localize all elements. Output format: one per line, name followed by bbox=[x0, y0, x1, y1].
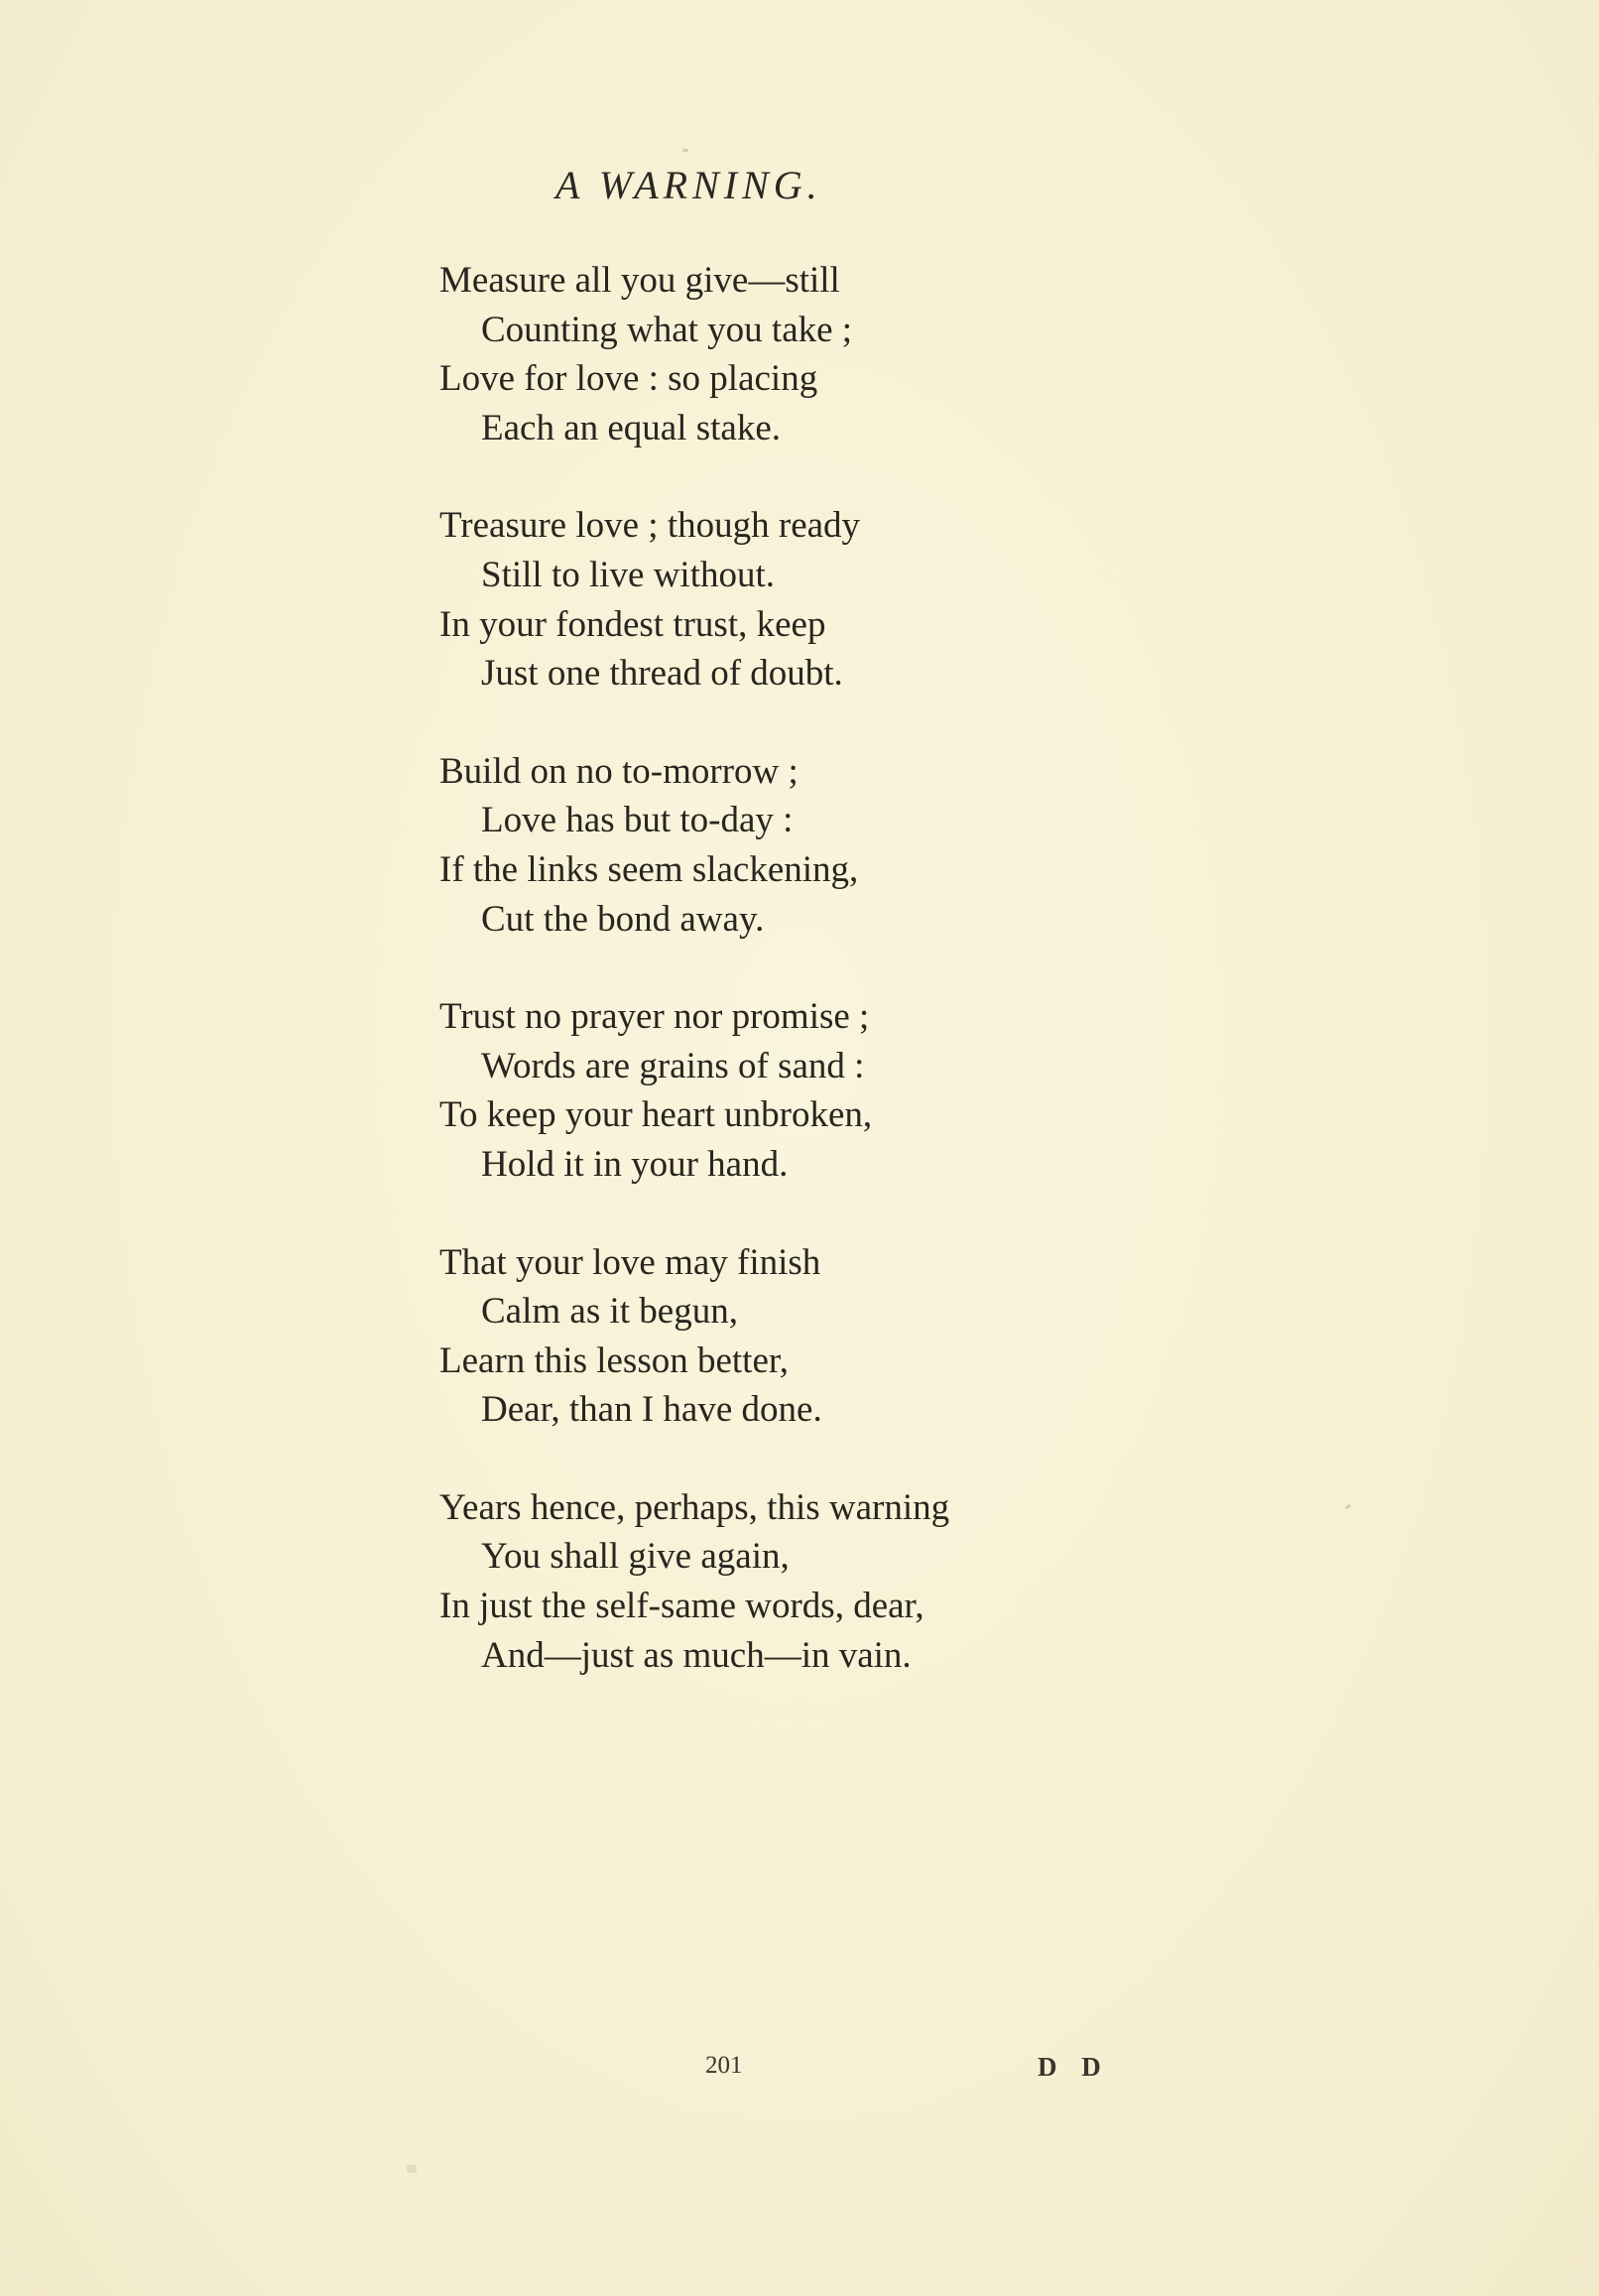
paper-speck bbox=[1345, 1504, 1352, 1510]
poem-line: That your love may finish bbox=[439, 1241, 821, 1283]
poem-line: Measure all you give—still bbox=[439, 260, 840, 301]
poem-line: In your fondest trust, keep bbox=[439, 603, 826, 645]
stanza bbox=[439, 256, 1233, 452]
poem-line: Love for love : so placing bbox=[439, 358, 818, 400]
poem-line: Just one thread of doubt. bbox=[481, 653, 843, 695]
poem-line: Trust no prayer nor promise ; bbox=[439, 996, 870, 1038]
poem-line: You shall give again, bbox=[481, 1536, 790, 1578]
poem-line: Cut the bond away. bbox=[481, 898, 765, 940]
poem-title: A WARNING. bbox=[555, 163, 822, 207]
poem-body bbox=[439, 256, 1233, 1728]
stanza bbox=[439, 992, 1233, 1189]
page-number: 201 bbox=[705, 2052, 743, 2079]
poem-line: In just the self-same words, dear, bbox=[439, 1586, 924, 1627]
poem-line: Dear, than I have done. bbox=[481, 1389, 822, 1431]
stanza bbox=[439, 501, 1233, 698]
poem-line: Still to live without. bbox=[481, 554, 776, 595]
poem-line: To keep your heart unbroken, bbox=[439, 1094, 873, 1136]
poem-line: Learn this lesson better, bbox=[439, 1339, 789, 1381]
poem-line: And—just as much—in vain. bbox=[481, 1634, 912, 1676]
stanza bbox=[439, 1483, 1233, 1680]
poem-line: Hold it in your hand. bbox=[481, 1143, 789, 1185]
poem-line: Each an equal stake. bbox=[481, 407, 782, 448]
poem-line: Treasure love ; though ready bbox=[439, 505, 861, 547]
poem-line: Words are grains of sand : bbox=[481, 1045, 865, 1086]
poem-line: Counting what you take ; bbox=[481, 309, 853, 350]
signature-mark: D D bbox=[1038, 2052, 1110, 2082]
stanza bbox=[439, 1238, 1233, 1435]
poem-line: If the links seem slackening, bbox=[439, 848, 859, 890]
paper-speck bbox=[682, 149, 688, 152]
poem-line: Build on no to-morrow ; bbox=[439, 750, 799, 792]
poem-line: Years hence, perhaps, this warning bbox=[439, 1486, 950, 1528]
paper-speck bbox=[407, 2165, 417, 2173]
poem-line: Love has but to-day : bbox=[481, 800, 794, 841]
stanza bbox=[439, 747, 1233, 944]
poem-line: Calm as it begun, bbox=[481, 1291, 738, 1333]
